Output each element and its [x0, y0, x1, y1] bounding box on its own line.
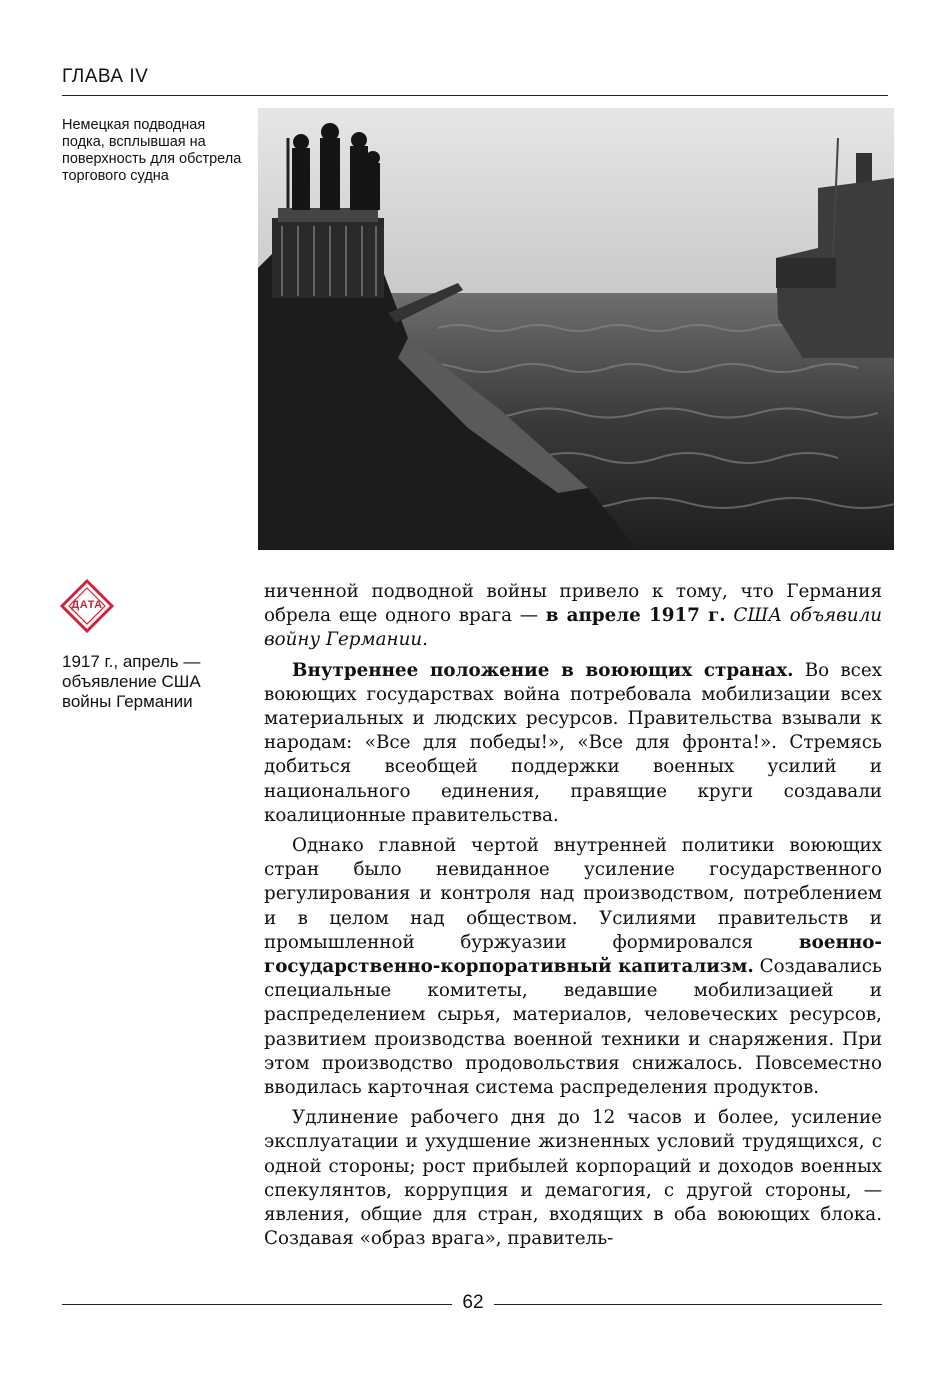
date-badge-label: ДАТА — [71, 599, 103, 611]
p3-text-c: Создавались специальные комитеты, ведавшие мобилизацией и распределением сырья, материалов, человеческих ресурсов, развитием производства военной техники и снаряжения. При этом производство продовольствия снижалось. Повсеместно вводилась карточная система распределения продуктов. — [264, 956, 882, 1099]
p1-text: ниченной подводной войны привело к тому, что Германия обрела еще одного врага — — [264, 581, 882, 627]
body-text — [264, 580, 882, 1251]
p2-text: Во всех воюющих государствах война потребовала мобилизации всех материальных и людских ресурсов. Правительства взывали к народам: «Все для победы!», «Все для фронта!». Стремясь добиться всеобщей поддержки военных усилий и национального единения, правящие круги создавали коалиционные правительства. — [264, 659, 882, 826]
chapter-heading: ГЛАВА IV — [62, 66, 149, 87]
paragraph-2 — [264, 659, 882, 828]
paragraph-4: Удлинение рабочего дня до 12 часов и более, усиление эксплуатации и ухудшение жизненных условий трудящихся, с одной стороны; рост прибылей корпораций и доходов военных спекулянтов, коррупция и демагогия, с другой стороны, — явления, общие для стран, входящих в оба воюющих блока. Создавая «образ врага», правитель- — [264, 1107, 882, 1250]
section-heading: Внутреннее положение в воюющих странах. — [292, 659, 794, 681]
figure-caption: Немецкая подводная подка, всплывшая на поверхность для обстрела торгового судна — [62, 117, 242, 184]
footer-rule-left — [62, 1304, 452, 1305]
date-note: 1917 г., апрель — объявление США войны Германии — [62, 652, 201, 711]
header-rule — [62, 95, 888, 96]
submarine-photo — [258, 108, 894, 550]
p3-bold-term: военно-государственно-корпоративный капитализм. — [264, 931, 882, 978]
p3-text-a: Однако главной чертой внутренней политики воюющих стран было невиданное усиление государственного регулирования и контроля над производством, потреблением и в целом над обществом. Усилиями правительств и промышленной буржуазии формировался — [264, 835, 882, 953]
photo-illustration — [258, 108, 894, 550]
paragraph-3 — [264, 834, 882, 1100]
page-number: 62 — [462, 1292, 484, 1313]
paragraph-1 — [264, 580, 882, 653]
date-badge — [60, 579, 114, 633]
footer-rule-right — [494, 1304, 882, 1305]
p1-italic: США объявили войну Германии. — [264, 605, 882, 651]
p1-bold-date: в апреле 1917 г. — [545, 605, 726, 627]
